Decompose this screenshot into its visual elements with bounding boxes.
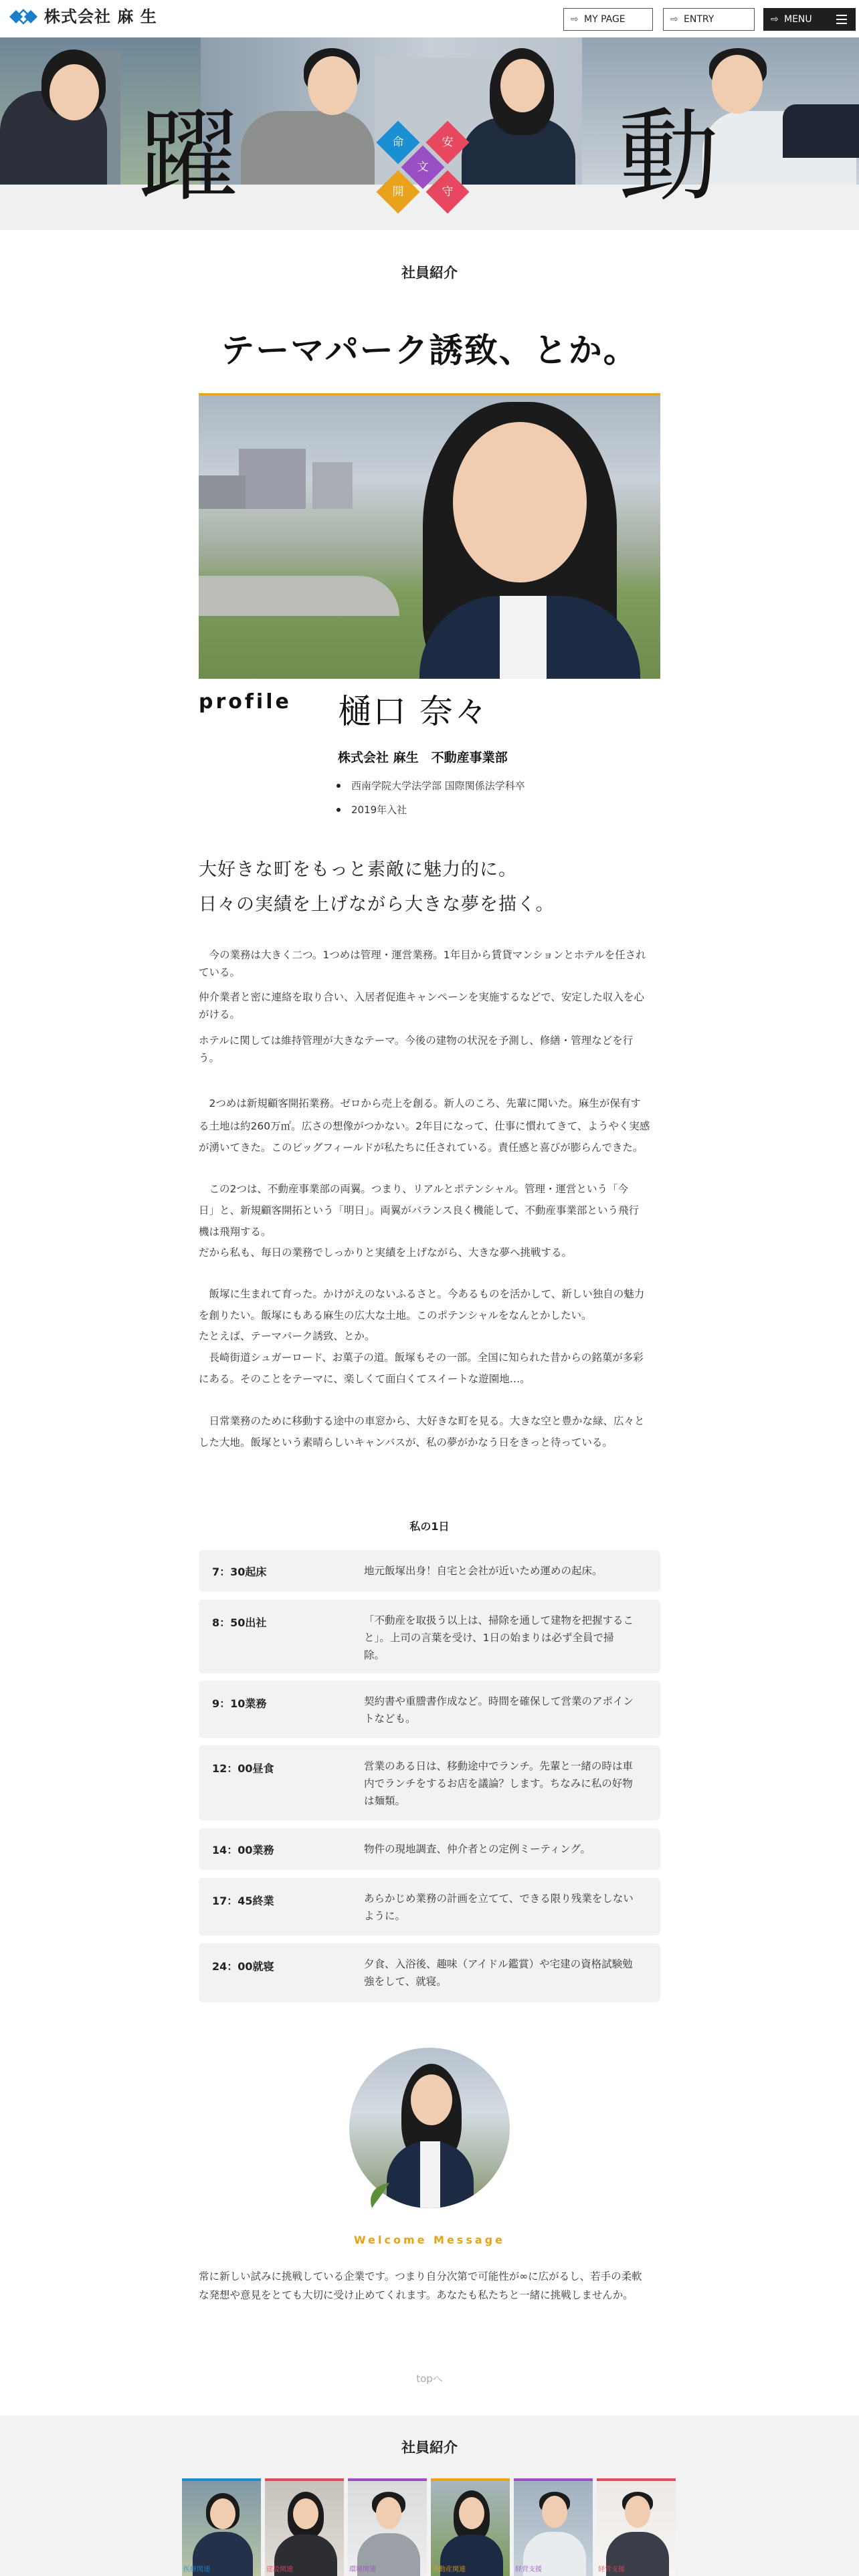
staff-thumb-2[interactable] — [265, 2478, 344, 2576]
day-schedule-title: 私の1日 — [409, 1520, 450, 1533]
arrow-right-icon: ⇨ — [771, 14, 779, 25]
schedule-desc: 内でランチをするお店を議論？します。ちなみに私の好物 — [364, 1778, 633, 1790]
schedule-desc: は麺類。 — [364, 1795, 406, 1807]
lead-line-1: 大好きな町をもっと素敵に魅力的に。 — [199, 859, 517, 880]
schedule-row — [199, 1943, 660, 2002]
hero-kanji-right: 動 — [618, 99, 719, 215]
body-line: 日常業務のために移動する途中の車窓から、大好きな町を見る。大きな空と豊かな緑、広々と — [199, 1415, 645, 1427]
schedule-time: 9：10業務 — [212, 1697, 267, 1710]
staff-thumb-label: 経営支援 — [598, 2566, 625, 2573]
hero-diamond-1: 命 — [376, 120, 419, 164]
staff-thumb-label: 経営支援 — [515, 2566, 542, 2573]
staff-thumb-label: 環境関連 — [349, 2566, 376, 2573]
body-line: る土地は約260万㎡。広さの想像がつかない。2年目になって、仕事に慣れてきて、ようやく実感 — [199, 1120, 650, 1132]
body-line: だから私も、毎日の業務でしっかりと実績を上げながら、大きな夢へ挑戦する。 — [199, 1247, 573, 1259]
welcome-heading: Welcome Message — [354, 2234, 505, 2246]
staff-thumb-1[interactable] — [182, 2478, 261, 2576]
staff-list-title: 社員紹介 — [401, 2440, 458, 2456]
staff-thumb-3[interactable] — [348, 2478, 427, 2576]
profile-education: 西南学院大学法学部 国際関係法学科卒 — [338, 778, 525, 792]
profile-joined: 2019年入社 — [338, 802, 407, 817]
leaf-icon — [367, 2181, 393, 2210]
hero-diamond-3: 文 — [401, 145, 444, 189]
schedule-desc: 夕食、入浴後、趣味（アイドル鑑賞）や宅建の資格試験勉 — [364, 1958, 633, 1970]
schedule-desc: 「不動産を取扱う以上は、掃除を通して建物を把握するこ — [364, 1614, 634, 1626]
hero-kanji-left: 躍 — [138, 99, 239, 215]
schedule-desc: 物件の現地調査、仲介者との定例ミーティング。 — [364, 1843, 591, 1855]
section-title: 社員紹介 — [401, 265, 458, 281]
page-title: テーマパーク誘致、とか。 — [221, 331, 638, 370]
body-line: にある。そのことをテーマに、楽しくて面白くてスイートな遊園地…。 — [199, 1373, 531, 1385]
staff-thumb-6[interactable] — [597, 2478, 676, 2576]
body-line: ている。 — [199, 966, 241, 978]
schedule-time: 14：00業務 — [212, 1844, 274, 1856]
employee-name: 樋口 奈々 — [338, 692, 489, 731]
hero-diamond-5: 守 — [425, 170, 469, 213]
schedule-desc: ように。 — [364, 1910, 406, 1922]
body-line: 今の業務は大きく二つ。1つめは管理・運営業務。1年目から賃貸マンションとホテルを任され — [199, 949, 646, 961]
menu-label: MENU — [784, 14, 812, 25]
body-line: 2つめは新規顧客開拓業務。ゼロから売上を創る。新人のころ、先輩に聞いた。麻生が保有す — [199, 1097, 641, 1109]
schedule-time: 24：00就寝 — [212, 1960, 274, 1973]
schedule-desc: 地元飯塚出身！自宅と会社が近いため運めの起床。 — [364, 1565, 603, 1577]
schedule-time: 17：45終業 — [212, 1895, 274, 1907]
body-line: 日」と、新規顧客開拓という「明日」。両翼がバランス良く機能して、不動産事業部という飛行 — [199, 1204, 639, 1216]
body-line: が湧いてきた。このビッグフィールドが私たちに任されている。責任感と喜びが膨らんできた。 — [199, 1142, 644, 1154]
schedule-desc: と」。上司の言葉を受け、1日の始まりは必ず全員で掃 — [364, 1632, 614, 1644]
schedule-row — [199, 1828, 660, 1870]
company-logo-text[interactable]: 株式会社 麻 生 — [44, 7, 157, 26]
schedule-row — [199, 1600, 660, 1673]
body-line: たとえば、テーマパーク誘致、とか。 — [199, 1330, 375, 1342]
mypage-button[interactable] — [563, 8, 653, 31]
body-line: 仲介業者と密に連絡を取り合い、入居者促進キャンペーンを実施するなどで、安定した収入を心 — [199, 991, 644, 1003]
arrow-right-icon: ⇨ — [670, 14, 678, 25]
hero-diamond-2: 安 — [425, 120, 469, 164]
schedule-desc: あらかじめ業務の計画を立てて、できる限り残業をしない — [364, 1893, 634, 1905]
body-line: 機は飛翔する。 — [199, 1226, 272, 1238]
staff-thumb-label: 不動産関連 — [432, 2566, 466, 2573]
hero-diamond-4: 開 — [376, 170, 419, 213]
profile-label: profile — [199, 690, 292, 714]
staff-thumb-5[interactable] — [514, 2478, 593, 2576]
schedule-desc: 契約書や重謄書作成など。時間を確保して営業のアポイン — [364, 1695, 634, 1707]
aso-logo-icon[interactable] — [9, 7, 37, 27]
body-line: この2つは、不動産事業部の両翼。つまり、リアルとポテンシャル。管理・運営という「今 — [199, 1183, 629, 1195]
body-line: 長崎街道シュガーロード、お菓子の道。飯塚もその一部。全国に知られた昔からの銘菓が多彩 — [199, 1352, 644, 1364]
hero-person-2 — [241, 111, 375, 185]
mypage-label: MY PAGE — [584, 14, 626, 25]
body-line: した大地。飯塚という素晴らしいキャンバスが、私の夢がかなう日をきっと待っている。 — [199, 1436, 613, 1448]
schedule-time: 7：30起床 — [212, 1566, 267, 1578]
body-line: ホテルに関しては維持管理が大きなテーマ。今後の建物の状況を予測し、修繕・管理などを行 — [199, 1035, 634, 1047]
employee-photo — [199, 395, 660, 679]
schedule-row — [199, 1550, 660, 1592]
schedule-desc: 営業のある日は、移動途中でランチ。先輩と一緒の時は車 — [364, 1760, 633, 1772]
entry-label: ENTRY — [684, 14, 714, 25]
body-line: 飯塚に生まれて育った。かけがえのないふるさと。今あるものを活かして、新しい独自の魅力 — [199, 1288, 645, 1300]
site-header — [0, 0, 859, 37]
schedule-desc: トなども。 — [364, 1713, 416, 1725]
welcome-text: な発想や意見をとても大切に受け止めてくれます。あなたも私たちと一緒に挑戦しませんか。 — [199, 2289, 634, 2301]
schedule-row — [199, 1681, 660, 1738]
schedule-time: 12：00昼食 — [212, 1762, 274, 1775]
staff-thumb-label: 医療関連 — [183, 2566, 210, 2573]
welcome-text: 常に新しい試みに挑戦している企業です。つまり自分次第で可能性が∞に広がるし、若手の柔軟 — [199, 2270, 642, 2282]
schedule-row — [199, 1878, 660, 1935]
employee-department: 株式会社 麻生 不動産事業部 — [338, 750, 508, 765]
staff-thumb-4[interactable] — [431, 2478, 510, 2576]
schedule-desc: 除。 — [364, 1649, 385, 1661]
lead-line-2: 日々の実績を上げながら大きな夢を描く。 — [199, 894, 555, 915]
body-line: う。 — [199, 1052, 220, 1064]
entry-button[interactable] — [663, 8, 755, 31]
schedule-time: 8：50出社 — [212, 1616, 267, 1629]
staff-thumb-label: 建設関連 — [266, 2566, 293, 2573]
body-line: を創りたい。飯塚にもある麻生の広大な土地。このポテンシャルをなんとかしたい。 — [199, 1309, 592, 1321]
schedule-desc: 強をして、就寝。 — [364, 1975, 447, 1988]
back-to-top-link[interactable]: topへ — [416, 2373, 443, 2385]
schedule-row — [199, 1745, 660, 1820]
body-line: がける。 — [199, 1008, 241, 1021]
menu-button[interactable] — [763, 8, 856, 31]
hamburger-icon — [836, 15, 847, 24]
arrow-right-icon: ⇨ — [571, 14, 579, 25]
